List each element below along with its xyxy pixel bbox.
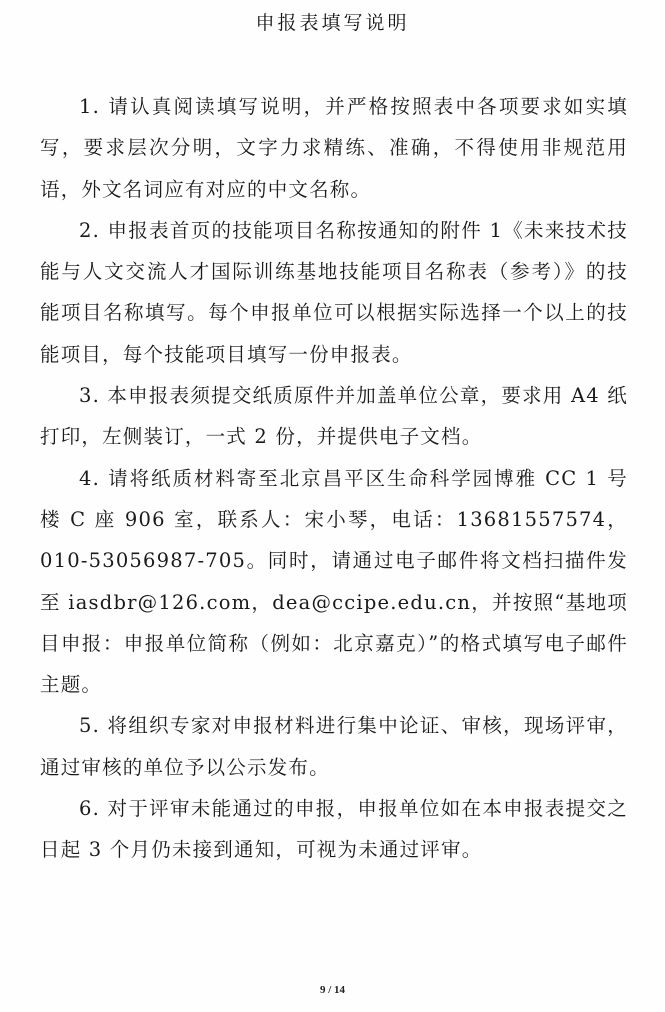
page-number: 9 / 14 bbox=[319, 984, 346, 996]
instruction-paragraph-6: 6. 对于评审未能通过的申报，申报单位如在本申报表提交之日起 3 个月仍未接到通知，可视为未通过评审。 bbox=[40, 797, 628, 862]
instruction-paragraph-5: 5. 将组织专家对申报材料进行集中论证、审核，现场评审，通过审核的单位予以公示发布。 bbox=[40, 714, 628, 779]
instructions-body bbox=[40, 86, 628, 871]
instruction-paragraph-2: 2. 申报表首页的技能项目名称按通知的附件 1《未来技术技能与人文交流人才国际训练基地技能项目名称表（参考）》的技能项目名称填写。每个申报单位可以根据实际选择一个以上的技能项目，每个技能项目填写一份申报表。 bbox=[40, 218, 628, 366]
instruction-paragraph-3: 3. 本申报表须提交纸质原件并加盖单位公章，要求用 A4 纸打印，左侧装订，一式 2 份，并提供电子文档。 bbox=[40, 384, 628, 449]
page-title: 申报表填写说明 bbox=[255, 12, 410, 34]
instruction-paragraph-4: 4. 请将纸质材料寄至北京昌平区生命科学园博雅 CC 1 号楼 C 座 906 室，联系人：宋小琴，电话：13681557574，010-53056987-705。同时，请通过电子邮件将文档扫描件发至 iasdbr@126.com，dea@ccipe.edu.cn，并按照“基地项目申报：申报单位简称（例如：北京嘉克）”的格式填写电子邮件主题。 bbox=[40, 466, 628, 697]
instruction-paragraph-1: 1. 请认真阅读填写说明，并严格按照表中各项要求如实填写，要求层次分明，文字力求精练、准确，不得使用非规范用语，外文名词应有对应的中文名称。 bbox=[40, 95, 628, 201]
